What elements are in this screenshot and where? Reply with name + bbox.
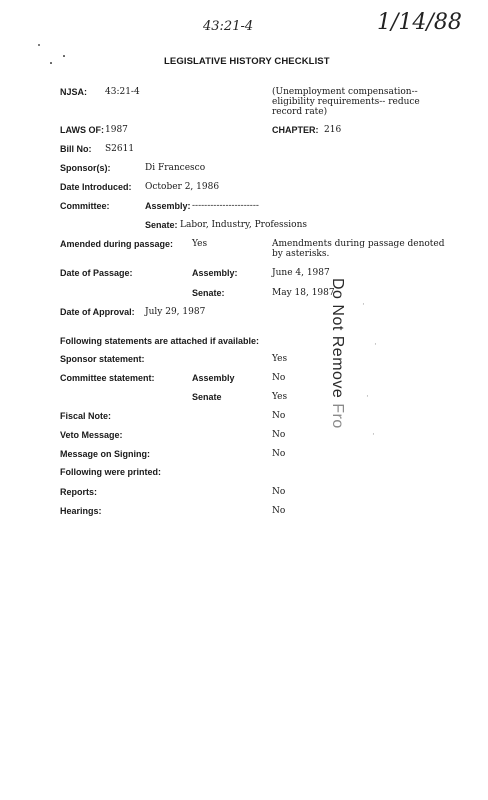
bill-no-value: S2611 <box>105 144 135 154</box>
veto-message-value: No <box>272 430 286 440</box>
passage-senate-label: Senate: <box>192 288 225 298</box>
committee-statement-assembly-label: Assembly <box>192 373 235 383</box>
njsa-label: NJSA: <box>60 87 88 97</box>
committee-statement-senate-value: Yes <box>272 392 288 402</box>
laws-of-label: LAWS OF: <box>60 125 104 135</box>
amended-note-line-2: by asterisks. <box>272 249 330 259</box>
stamp-faded-text: Fro <box>329 403 346 429</box>
bill-no-label: Bill No: <box>60 144 92 154</box>
scan-speck <box>63 55 65 57</box>
committee-assembly-value: ---------------------- <box>192 201 259 211</box>
amended-note-line-1: Amendments during passage denoted <box>272 239 445 249</box>
date-of-approval-label: Date of Approval: <box>60 307 135 317</box>
date-of-approval-value: July 29, 1987 <box>145 307 206 317</box>
veto-message-label: Veto Message: <box>60 430 123 440</box>
passage-assembly-label: Assembly: <box>192 268 238 278</box>
committee-assembly-label: Assembly: <box>145 201 191 211</box>
stamp-text: Do Not Remove <box>329 278 346 399</box>
do-not-remove-stamp <box>328 278 346 429</box>
sponsor-statement-label: Sponsor statement: <box>60 354 145 364</box>
committee-label: Committee: <box>60 201 110 211</box>
amended-label: Amended during passage: <box>60 239 174 249</box>
amended-value: Yes <box>192 239 208 249</box>
message-on-signing-value: No <box>272 449 286 459</box>
hearings-value: No <box>272 506 286 516</box>
reports-label: Reports: <box>60 487 98 497</box>
handwritten-reference: 43:21-4 <box>203 19 254 34</box>
scan-artifact: · <box>366 392 369 402</box>
sponsors-label: Sponsor(s): <box>60 163 111 173</box>
subject-line-1: (Unemployment compensation-- <box>272 87 418 97</box>
passage-senate-value: May 18, 1987 <box>272 288 335 298</box>
message-on-signing-label: Message on Signing: <box>60 449 151 459</box>
subject-line-2: eligibility requirements-- reduce <box>272 97 420 107</box>
date-introduced-label: Date Introduced: <box>60 182 132 192</box>
sponsors-value: Di Francesco <box>145 163 206 173</box>
committee-statement-assembly-value: No <box>272 373 286 383</box>
fiscal-note-value: No <box>272 411 286 421</box>
date-of-passage-label: Date of Passage: <box>60 268 133 278</box>
handwritten-date: 1/14/88 <box>377 10 462 35</box>
committee-statement-senate-label: Senate <box>192 392 222 402</box>
scan-speck <box>50 62 52 64</box>
date-introduced-value: October 2, 1986 <box>145 182 220 192</box>
page-title: LEGISLATIVE HISTORY CHECKLIST <box>164 56 330 67</box>
scan-speck <box>38 44 40 46</box>
scan-artifact: · <box>374 340 377 350</box>
chapter-label: CHAPTER: <box>272 125 319 135</box>
hearings-label: Hearings: <box>60 506 102 516</box>
scan-artifact: · <box>362 300 365 310</box>
committee-senate-value: Labor, Industry, Professions <box>180 220 307 230</box>
chapter-value: 216 <box>324 125 342 135</box>
committee-statement-label: Committee statement: <box>60 373 155 383</box>
committee-senate-label: Senate: <box>145 220 178 230</box>
subject-line-3: record rate) <box>272 107 328 117</box>
scan-artifact: · <box>372 430 375 440</box>
fiscal-note-label: Fiscal Note: <box>60 411 112 421</box>
passage-assembly-value: June 4, 1987 <box>272 268 330 278</box>
following-statements-heading: Following statements are attached if available: <box>60 336 260 346</box>
reports-value: No <box>272 487 286 497</box>
laws-of-value: 1987 <box>105 125 128 135</box>
following-printed-heading: Following were printed: <box>60 467 161 477</box>
sponsor-statement-value: Yes <box>272 354 288 364</box>
njsa-value: 43:21-4 <box>105 87 140 97</box>
